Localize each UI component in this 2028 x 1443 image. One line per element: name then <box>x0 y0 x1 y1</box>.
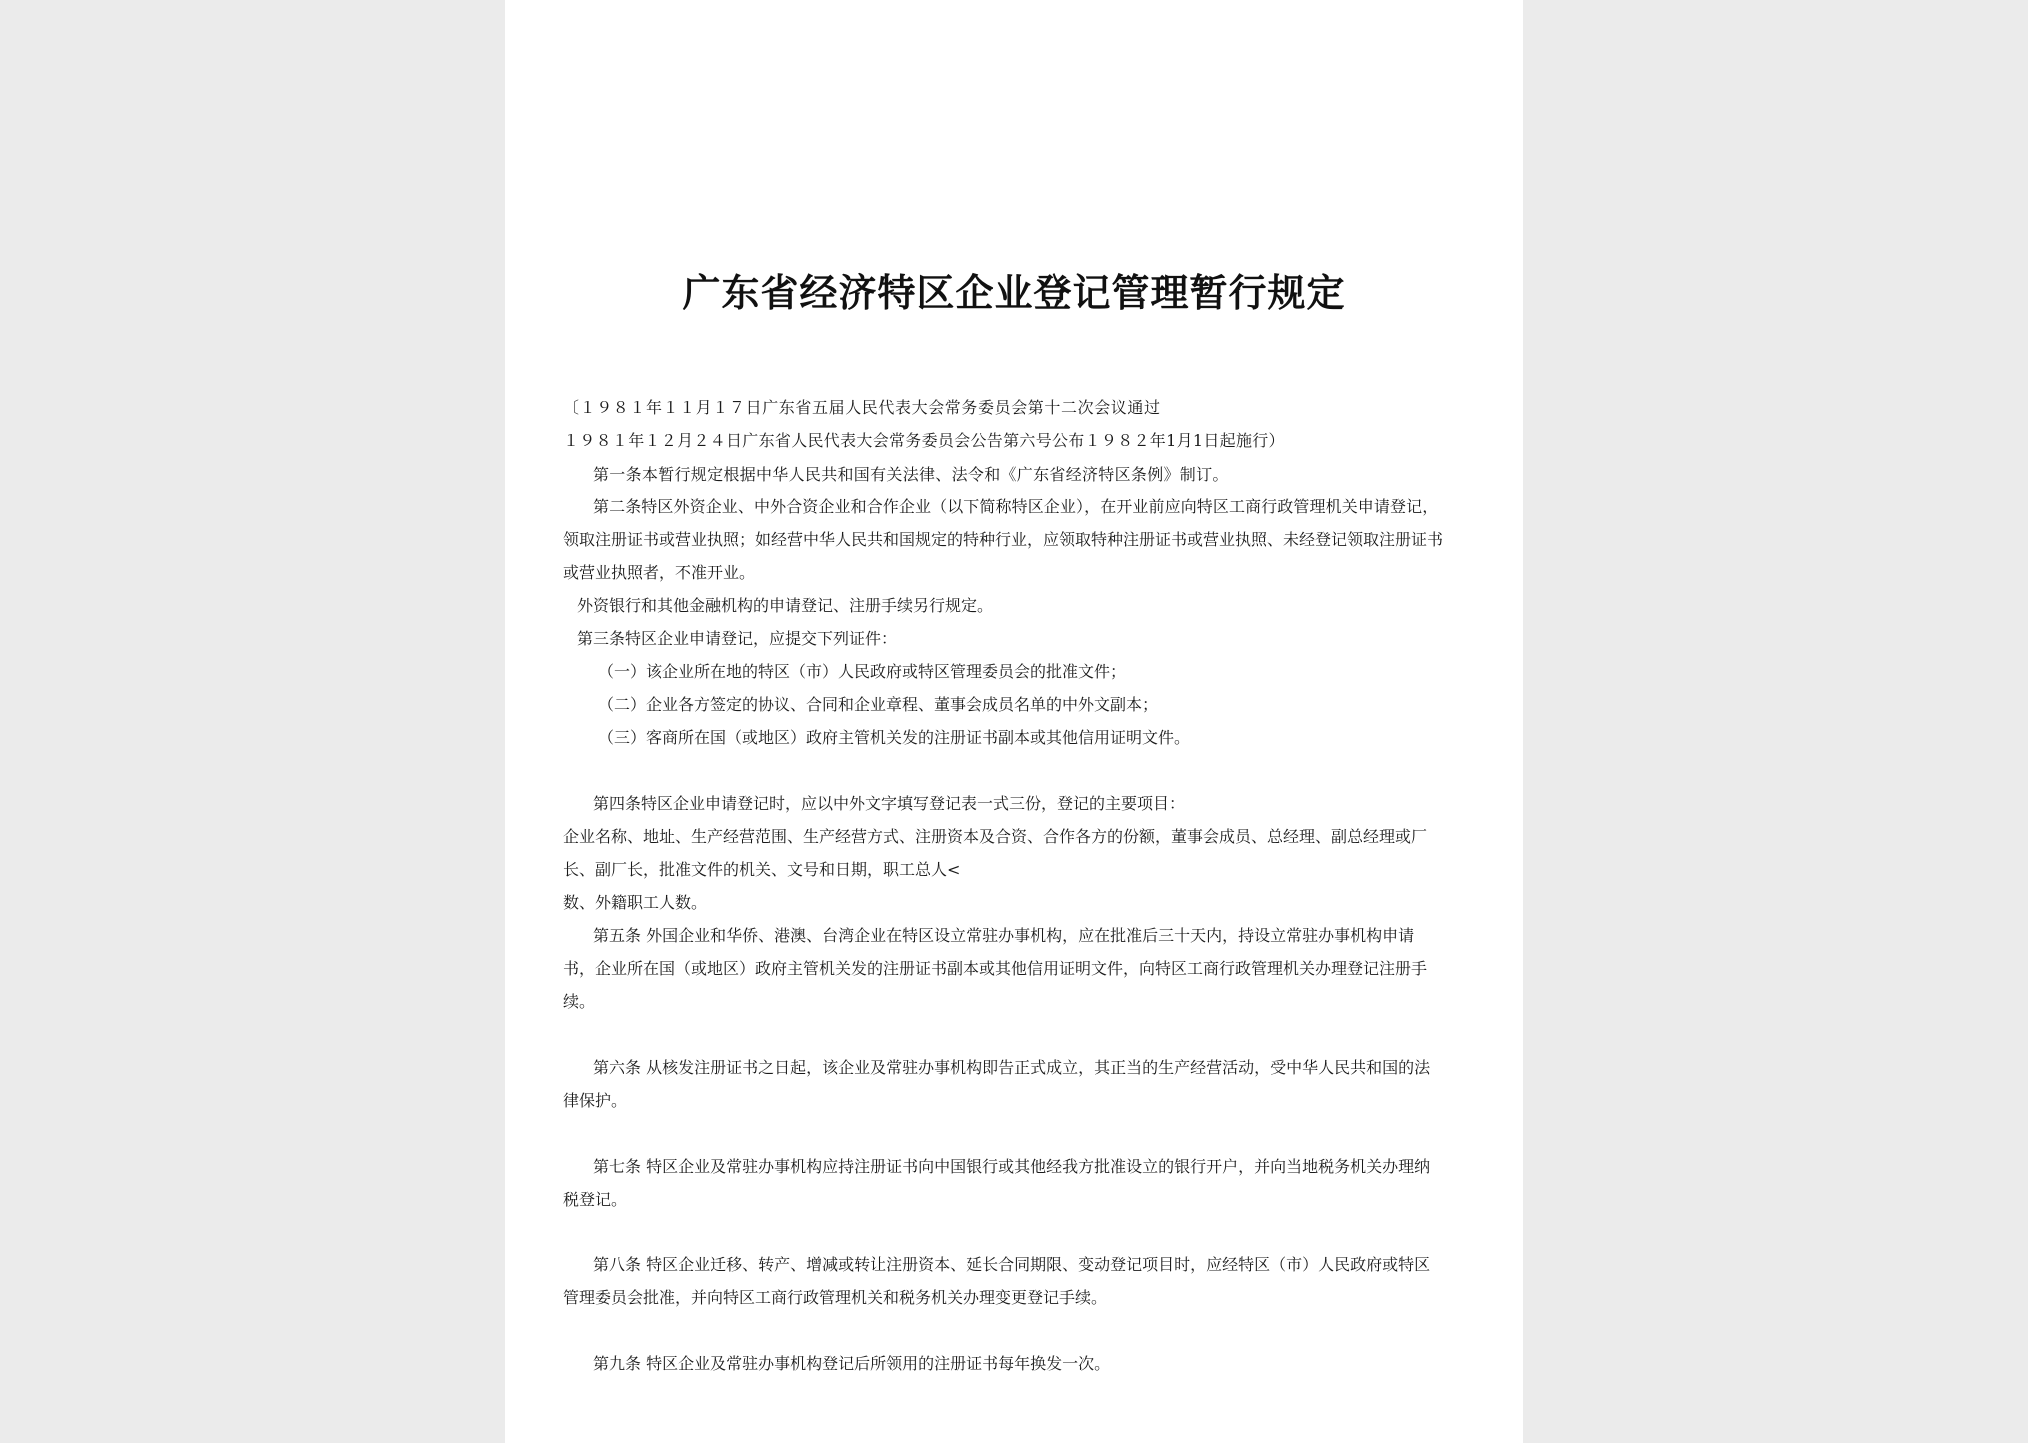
text-line: 管理委员会批准，并向特区工商行政管理机关和税务机关办理变更登记手续。 <box>563 1288 1108 1307</box>
text-line: 第二条特区外资企业、中外合资企业和合作企业（以下简称特区企业），在开业前应向特区工商行政管理机关申请登记， <box>593 497 1439 516</box>
text-line: 企业名称、地址、生产经营范围、生产经营方式、注册资本及合资、合作各方的份额，董事会成员、总经理、副总经理或厂 <box>563 827 1428 846</box>
text-line: 第六条 从核发注册证书之日起，该企业及常驻办事机构即告正式成立，其正当的生产经营活动，受中华人民共和国的法 <box>593 1058 1431 1077</box>
text-line: 领取注册证书或营业执照；如经营中华人民共和国规定的特种行业，应领取特种注册证书或营业执照、未经登记领取注册证书 <box>563 530 1444 549</box>
text-line: （一）该企业所在地的特区（市）人民政府或特区管理委员会的批准文件； <box>598 662 1127 681</box>
text-line: 第八条 特区企业迁移、转产、增减或转让注册资本、延长合同期限、变动登记项目时，应经特区（市）人民政府或特区 <box>593 1255 1431 1274</box>
text-line: 外资银行和其他金融机构的申请登记、注册手续另行规定。 <box>577 596 994 615</box>
text-line: 续。 <box>563 992 596 1011</box>
text-line: １９８１年１２月２４日广东省人民代表大会常务委员会公告第六号公布１９８２年1月1日起施行） <box>563 431 1285 450</box>
text-line: （三）客商所在国（或地区）政府主管机关发的注册证书副本或其他信用证明文件。 <box>598 728 1191 747</box>
text-line: 第九条 特区企业及常驻办事机构登记后所领用的注册证书每年换发一次。 <box>593 1354 1111 1373</box>
text-line: 长、副厂长，批准文件的机关、文号和日期，职工总人< <box>563 860 961 879</box>
document-page <box>505 0 1523 1443</box>
text-line: 第三条特区企业申请登记，应提交下列证件： <box>577 629 898 648</box>
text-line: 税登记。 <box>563 1190 628 1209</box>
text-line: 第四条特区企业申请登记时，应以中外文字填写登记表一式三份，登记的主要项目： <box>593 794 1186 813</box>
text-line: 第七条 特区企业及常驻办事机构应持注册证书向中国银行或其他经我方批准设立的银行开户，并向当地税务机关办理纳 <box>593 1157 1431 1176</box>
text-line: 第五条 外国企业和华侨、港澳、台湾企业在特区设立常驻办事机构，应在批准后三十天内，持设立常驻办事机构申请 <box>593 926 1415 945</box>
text-line: 数、外籍职工人数。 <box>563 893 708 912</box>
text-line: （二）企业各方签定的协议、合同和企业章程、董事会成员名单的中外文副本； <box>598 695 1159 714</box>
text-line: 律保护。 <box>563 1091 628 1110</box>
text-line: 〔１９８１年１１月１７日广东省五届人民代表大会常务委员会第十二次会议通过 <box>563 398 1161 417</box>
text-line: 第一条本暂行规定根据中华人民共和国有关法律、法令和《广东省经济特区条例》制订。 <box>593 465 1229 484</box>
text-line: 书，企业所在国（或地区）政府主管机关发的注册证书副本或其他信用证明文件，向特区工商行政管理机关办理登记注册手 <box>563 959 1428 978</box>
document-title: 广东省经济特区企业登记管理暂行规定 <box>682 270 1346 315</box>
text-line: 或营业执照者，不准开业。 <box>563 563 756 582</box>
